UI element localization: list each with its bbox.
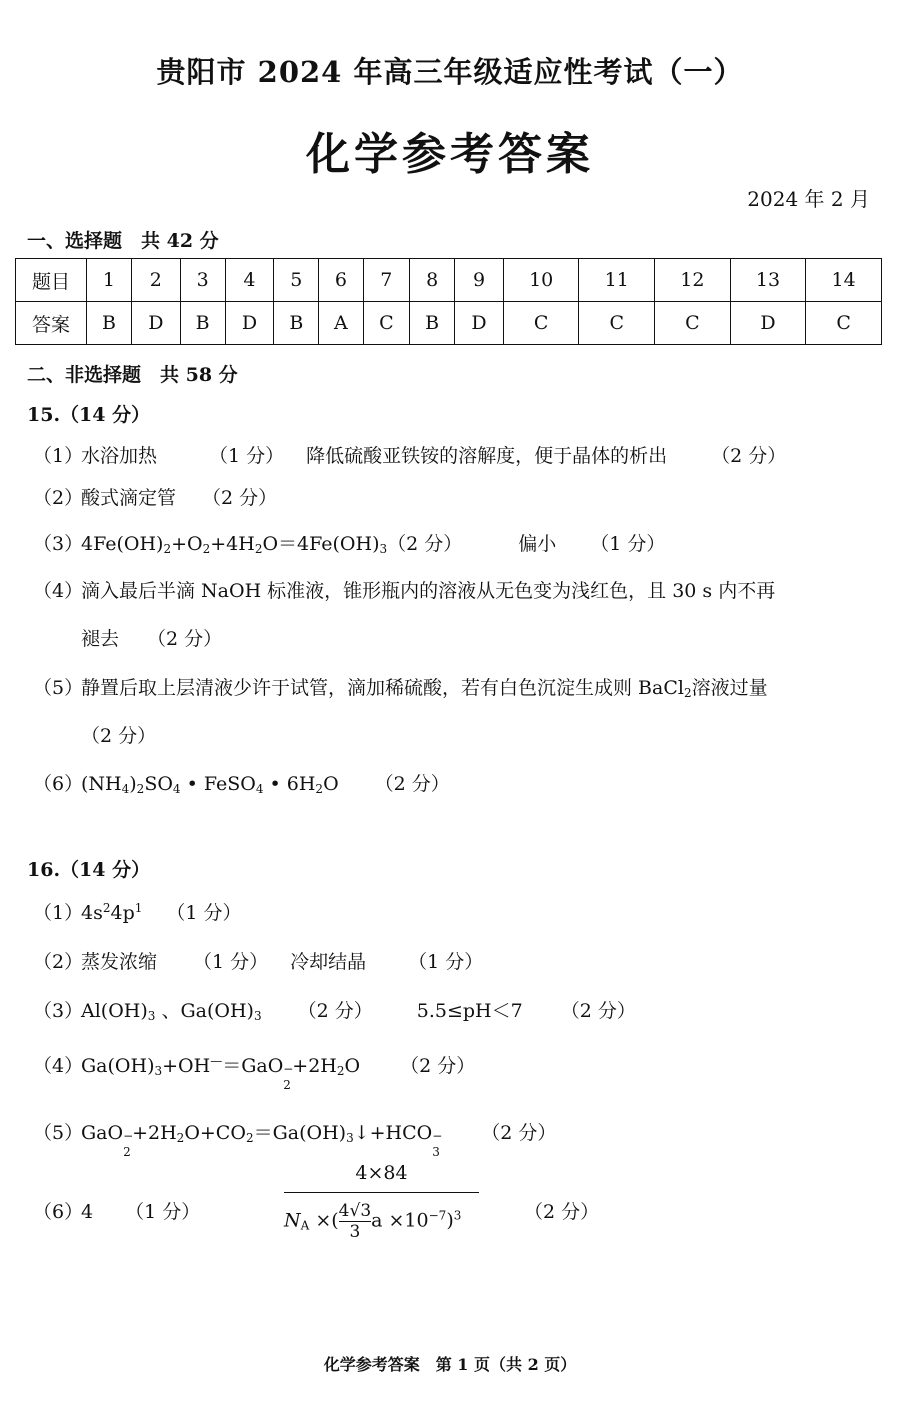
answer-cell: C [806,302,882,345]
question-number-cell: 4 [225,259,274,302]
sqrt-fraction: $\frac{4√3}{3}$ [338,1201,372,1242]
item-label: （4） [33,580,84,602]
q16-line2 [33,947,483,974]
answer-text: 蒸发浓缩 [81,951,158,973]
item-label: （2） [33,487,84,509]
question-number-cell: 11 [579,259,655,302]
score: （2 分） [297,1000,373,1022]
q16-line5 [33,1118,557,1159]
answer-cell: C [363,302,410,345]
answer-cell: D [225,302,274,345]
equation: $4Fe(OH)_2+O_2+4H_2O=4Fe(OH)_3$ [81,533,388,556]
item-label: （5） [33,677,84,699]
score: （2 分） [524,1201,600,1223]
answer-table [15,258,882,345]
q16-line6 [33,1197,200,1224]
item-label: （6） [33,1201,84,1223]
score: （1 分） [408,951,484,973]
score: （1 分） [193,951,269,973]
score: （2 分） [374,773,450,795]
score: （2 分） [400,1055,476,1077]
answer-text: 降低硫酸亚铁铵的溶解度，便于晶体的析出 [306,445,668,467]
q16-line6-score [524,1197,599,1224]
q15-line2 [33,483,277,510]
answer-cell: D [131,302,180,345]
item-label: （3） [33,533,84,555]
question-number-cell: 9 [455,259,504,302]
answer-text: 酸式滴定管 [81,487,177,509]
score: （1 分） [125,1201,201,1223]
date: 2024 年 2 月 [747,187,870,211]
answer-cell: B [274,302,319,345]
answer-text: 褪去 [81,628,120,650]
equation: GaO − 2 $+2H_2O+CO_2=Ga(OH)_3↓+HCO$ − 3 [81,1122,443,1159]
item-label: （1） [33,445,84,467]
fraction-bar [284,1192,479,1193]
score: （2 分） [711,445,787,467]
score: （2 分） [81,725,157,747]
answer-text: 冷却结晶 [290,951,367,973]
answer-cell: D [455,302,504,345]
question-number-cell: 10 [503,259,579,302]
question-number-cell: 6 [319,259,363,302]
row-label: 题目 [16,259,87,302]
item-label: （3） [33,1000,84,1022]
answer-cell: C [503,302,579,345]
q15-heading: 15.（14 分） [27,404,151,426]
answer-key-title: 化学参考答案 [306,129,594,180]
answer-cell: A [319,302,363,345]
formula: $(NH_4)_2SO_4$ • FeSO$_4$ • $6H_2O$ [81,773,339,796]
section1-heading: 一、选择题 共 42 分 [27,230,219,252]
q16-heading: 16.（14 分） [27,859,151,881]
item-label: （6） [33,773,84,795]
q15-line4-cont [81,624,222,651]
q15-line3 [33,529,665,556]
score: （2 分） [147,628,223,650]
answer-row [16,302,882,345]
item-label: （2） [33,951,84,973]
q15-line1 [33,441,786,468]
score: （1 分） [209,445,285,467]
q15-line4 [33,576,775,603]
answer-text: 滴入最后半滴 NaOH 标准液，锥形瓶内的溶液从无色变为浅红色，且 30 s 内不再 [81,580,776,602]
score: （2 分） [202,487,278,509]
score: （2 分） [387,533,463,555]
exam-title: 贵阳市 2024 年高三年级适应性考试（一） [156,55,744,89]
answer-cell: B [180,302,225,345]
formula: $Al(OH)_3$ 、$Ga(OH)_3$ [81,1000,262,1023]
question-number-cell: 12 [655,259,731,302]
density-fraction [284,1162,479,1242]
answer-text: 偏小 [518,533,557,555]
page-footer: 化学参考答案 第 1 页（共 2 页） [323,1355,577,1374]
answer-cell: C [655,302,731,345]
answer-text: 水浴加热 [81,445,158,467]
fraction-denominator: $N_A$ ×( $\frac{4√3}{3}a \times 10^{-7})^3$ [284,1201,462,1242]
answer-text: 5.5≤pH＜7 [416,1000,523,1022]
answer-text: 4 [81,1201,94,1223]
question-number-cell: 3 [180,259,225,302]
answer-cell: C [579,302,655,345]
answer-cell: B [87,302,132,345]
q15-line5: （5）静置后取上层清液少许于试管，滴加稀硫酸，若有白色沉淀生成则 BaCl$_2$溶液过量 [33,673,768,700]
question-number-cell: 14 [806,259,882,302]
item-label: （4） [33,1055,84,1077]
row-label: 答案 [16,302,87,345]
q15-line6 [33,769,450,796]
q16-line3 [33,996,636,1023]
score: （1 分） [166,902,242,924]
question-number-cell: 5 [274,259,319,302]
answer-text: 溶液过量 [691,677,768,699]
question-number-cell: 7 [363,259,410,302]
score: （2 分） [481,1122,557,1144]
score: （2 分） [560,1000,636,1022]
section2-heading: 二、非选择题 共 58 分 [27,364,238,386]
q16-line1 [33,898,242,925]
question-number-cell: 1 [87,259,132,302]
answer-cell: D [730,302,806,345]
item-label: （5） [33,1122,84,1144]
question-number-cell: 13 [730,259,806,302]
question-number-cell: 8 [410,259,455,302]
score: （1 分） [590,533,666,555]
fraction-numerator: 4×84 [355,1162,408,1184]
answer-cell: B [410,302,455,345]
question-number-row [16,259,882,302]
q15-line5-cont [81,721,156,748]
question-number-cell: 2 [131,259,180,302]
electron-config: $4s^24p^1$ [81,901,143,924]
q16-line4 [33,1051,476,1092]
equation: $Ga(OH)_3+OH^—=GaO$ − 2 $+2H_2O$ [81,1054,361,1092]
answer-text: 静置后取上层清液少许于试管，滴加稀硫酸，若有白色沉淀生成则 BaCl [81,677,684,699]
item-label: （1） [33,902,84,924]
